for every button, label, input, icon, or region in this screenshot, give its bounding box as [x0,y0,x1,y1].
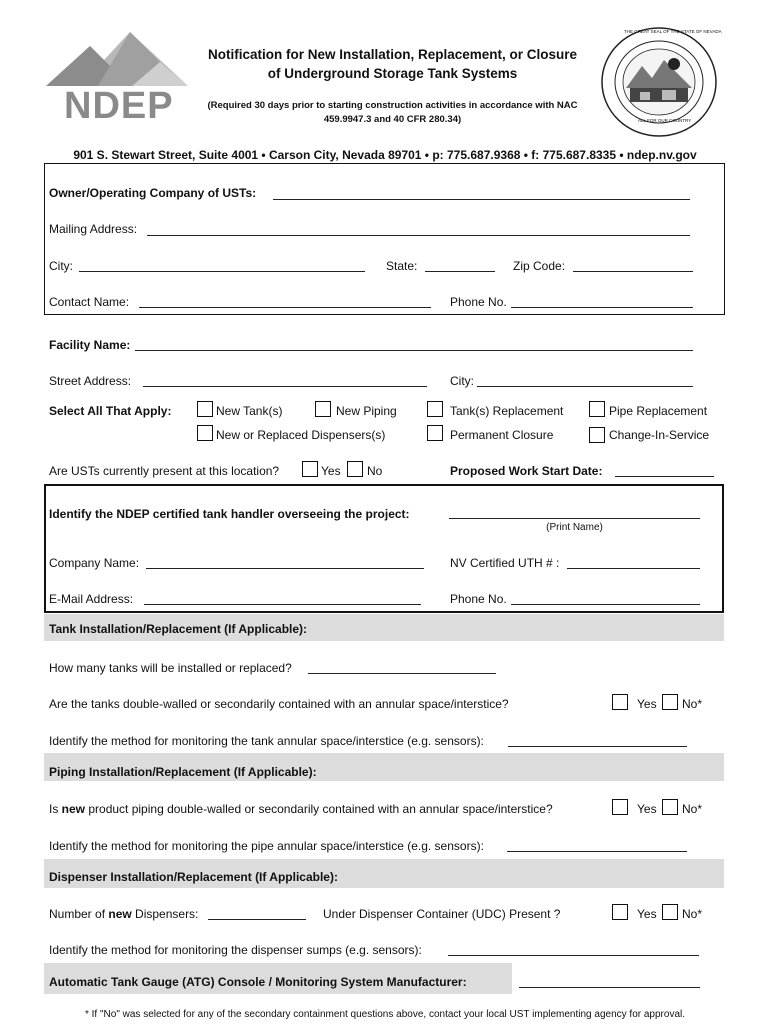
facility-city-label: City: [450,374,474,388]
pipe-replacement-label: Pipe Replacement [609,404,708,418]
form-title-line2: of Underground Storage Tank Systems [267,66,518,81]
piping-double-walled-no-label: No* [682,802,703,816]
uth-number-label: NV Certified UTH # : [450,556,560,570]
dispenser-monitoring-question: Identify the method for monitoring the dispenser sumps (e.g. sensors): [49,943,422,957]
dispenser-monitoring-field[interactable] [448,955,699,956]
owner-company-label: Owner/Operating Company of USTs: [49,186,257,200]
tank-handler-section [44,484,724,613]
dispenser-count-label: Number of new Dispensers: [49,907,199,921]
owner-phone-field[interactable] [511,307,693,308]
owner-city-field[interactable] [79,271,365,272]
owner-state-label: State: [386,259,418,273]
contact-name-label: Contact Name: [49,295,130,309]
new-tanks-label: New Tank(s) [216,404,283,418]
new-tanks-checkbox[interactable] [197,401,213,417]
tank-handler-label: Identify the NDEP certified tank handler overseeing the project: [49,507,410,521]
dispensers-label: New or Replaced Dispensers(s) [216,428,386,442]
owner-city-label: City: [49,259,73,273]
atg-manufacturer-label: Automatic Tank Gauge (ATG) Console / Monitoring System Manufacturer: [49,975,467,989]
change-in-service-label: Change-In-Service [609,428,710,442]
tank-monitoring-field[interactable] [508,746,687,747]
seal-motto: ALL FOR OUR COUNTRY [638,118,692,123]
new-piping-label: New Piping [336,404,397,418]
dispenser-count-field[interactable] [208,919,306,920]
seal-text: THE GREAT SEAL OF THE STATE OF NEVADA [624,29,722,34]
mailing-address-label: Mailing Address: [49,222,138,236]
handler-company-label: Company Name: [49,556,140,570]
tank-replacement-label: Tank(s) Replacement [450,404,564,418]
form-note-line1: (Required 30 days prior to starting construction activities in accordance with NAC [207,100,578,111]
contact-name-field[interactable] [139,307,431,308]
udc-present-no-label: No* [682,907,703,921]
udc-present-question: Under Dispenser Container (UDC) Present ? [323,907,561,921]
usts-present-no-checkbox[interactable] [347,461,363,477]
secondary-containment-footnote: * If "No" was selected for any of the secondary containment questions above, contact your local UST implementing agency for approval. [84,1009,685,1020]
usts-present-yes-checkbox[interactable] [302,461,318,477]
logo-text: NDEP [64,85,174,127]
new-piping-checkbox[interactable] [315,401,331,417]
piping-monitoring-field[interactable] [507,851,687,852]
mailing-address-field[interactable] [147,235,690,236]
facility-city-field[interactable] [477,386,693,387]
handler-email-label: E-Mail Address: [49,592,134,606]
tank-count-field[interactable] [308,673,496,674]
street-address-field[interactable] [143,386,427,387]
facility-name-field[interactable] [135,350,693,351]
piping-double-walled-no-checkbox[interactable] [662,799,678,815]
permanent-closure-label: Permanent Closure [450,428,554,442]
usts-present-question: Are USTs currently present at this location? [49,464,280,478]
uth-number-field[interactable] [567,568,700,569]
form-title-line1: Notification for New Installation, Replacement, or Closure [207,47,578,62]
usts-present-yes-label: Yes [321,464,341,478]
piping-double-walled-yes-label: Yes [637,802,657,816]
tank-section-title: Tank Installation/Replacement (If Applicable): [49,622,308,636]
handler-email-field[interactable] [144,604,421,605]
piping-double-walled-question: Is new product piping double-walled or secondarily contained with an annular space/interstice? [49,802,553,816]
dispenser-section-title: Dispenser Installation/Replacement (If Applicable): [49,870,338,884]
tank-replacement-checkbox[interactable] [427,401,443,417]
start-date-label: Proposed Work Start Date: [450,464,603,478]
piping-double-walled-yes-checkbox[interactable] [612,799,628,815]
street-address-label: Street Address: [49,374,132,388]
nevada-seal [600,26,722,138]
atg-manufacturer-field[interactable] [519,987,700,988]
owner-phone-label: Phone No. [450,295,507,309]
udc-present-no-checkbox[interactable] [662,904,678,920]
tank-double-walled-question: Are the tanks double-walled or secondarily contained with an annular space/interstice? [49,697,509,711]
form-note-line2: 459.9947.3 and 40 CFR 280.34) [323,114,462,125]
facility-name-label: Facility Name: [49,338,131,352]
handler-company-field[interactable] [146,568,424,569]
tank-handler-name-field[interactable] [449,518,700,519]
handler-phone-label: Phone No. [450,592,507,606]
usts-present-no-label: No [367,464,383,478]
change-in-service-checkbox[interactable] [589,427,605,443]
dispensers-checkbox[interactable] [197,425,213,441]
pipe-replacement-checkbox[interactable] [589,401,605,417]
tank-double-walled-no-label: No* [682,697,703,711]
print-name-caption: (Print Name) [546,522,603,533]
tank-count-question: How many tanks will be installed or replaced? [49,661,292,675]
agency-address: 901 S. Stewart Street, Suite 4001 • Carson City, Nevada 89701 • p: 775.687.9368 • f: 775.687.8335 • ndep.nv.gov [73,148,697,162]
piping-section-title: Piping Installation/Replacement (If Applicable): [49,765,317,779]
handler-phone-field[interactable] [511,604,700,605]
owner-zip-label: Zip Code: [513,259,566,273]
tank-double-walled-no-checkbox[interactable] [662,694,678,710]
owner-state-field[interactable] [425,271,495,272]
udc-present-yes-label: Yes [637,907,657,921]
piping-monitoring-question: Identify the method for monitoring the pipe annular space/interstice (e.g. sensors): [49,839,484,853]
permanent-closure-checkbox[interactable] [427,425,443,441]
select-all-label: Select All That Apply: [49,404,172,418]
start-date-field[interactable] [615,476,714,477]
tank-double-walled-yes-checkbox[interactable] [612,694,628,710]
owner-zip-field[interactable] [573,271,693,272]
udc-present-yes-checkbox[interactable] [612,904,628,920]
tank-monitoring-question: Identify the method for monitoring the tank annular space/interstice (e.g. sensors): [49,734,484,748]
owner-company-field[interactable] [273,199,690,200]
tank-double-walled-yes-label: Yes [637,697,657,711]
